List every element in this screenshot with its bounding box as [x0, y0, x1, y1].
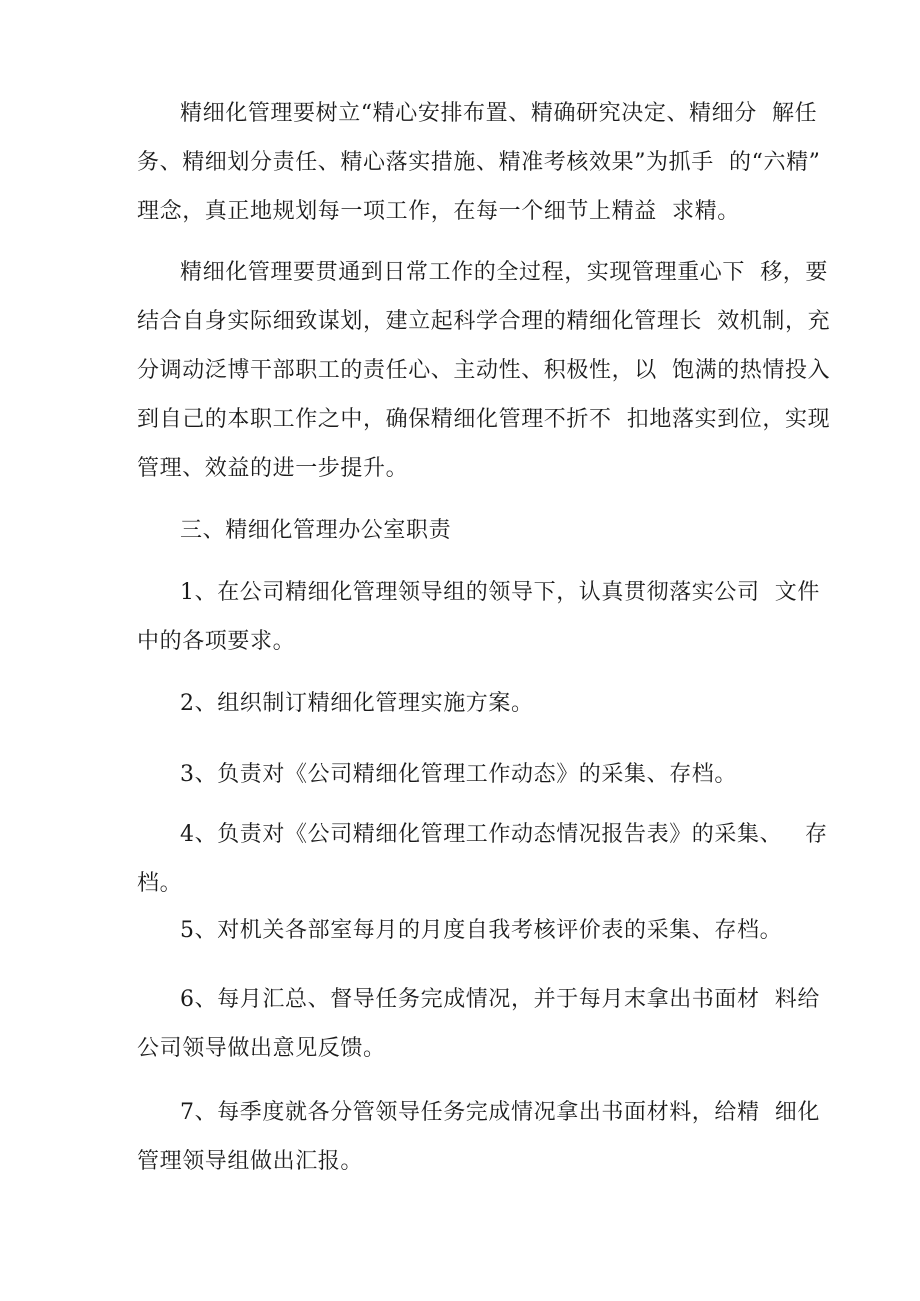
paragraph-1-line-3: 理念，真正地规划每一项工作，在每一个细节上精益 求精。 [137, 199, 740, 224]
item-6-line-1: 6、每月汇总、督导任务完成情况，并于每月末拿出书面材 料给 [180, 987, 820, 1012]
paragraph-2-line-4: 到自己的本职工作之中，确保精细化管理不折不 扣地落实到位，实现 [137, 407, 831, 432]
item-7-line-2: 管理领导组做出汇报。 [137, 1149, 364, 1174]
paragraph-2-line-1: 精细化管理要贯通到日常工作的全过程，实现管理重心下 移，要 [180, 260, 828, 285]
item-6-line-2: 公司领导做出意见反馈。 [137, 1036, 386, 1061]
item-1-line-1: 1、在公司精细化管理领导组的领导下，认真贯彻落实公司 文件 [180, 580, 820, 605]
item-3-line-1: 3、负责对《公司精细化管理工作动态》的采集、存档。 [180, 762, 737, 787]
item-5-line-1: 5、对机关各部室每月的月度自我考核评价表的采集、存档。 [180, 918, 783, 943]
item-2-line-1: 2、组织制订精细化管理实施方案。 [180, 691, 534, 716]
item-4-line-2: 档。 [137, 871, 183, 896]
paragraph-2-line-3: 分调动泛博干部职工的责任心、主动性、积极性，以 饱满的热情投入 [137, 358, 831, 383]
item-4-line-1: 4、负责对《公司精细化管理工作动态情况报告表》的采集、 存 [180, 822, 828, 847]
item-7-line-1: 7、每季度就各分管领导任务完成情况拿出书面材料，给精 细化 [180, 1100, 820, 1125]
paragraph-1-line-1: 精细化管理要树立“精心安排布置、精确研究决定、精细分 解任 [180, 101, 818, 126]
paragraph-2-line-2: 结合自身实际细致谋划，建立起科学合理的精细化管理长 效机制，充 [137, 309, 831, 334]
item-1-line-2: 中的各项要求。 [137, 629, 296, 654]
section-heading: 三、精细化管理办公室职责 [180, 518, 452, 543]
paragraph-2-line-5: 管理、效益的进一步提升。 [137, 456, 409, 481]
paragraph-1-line-2: 务、精细划分责任、精心落实措施、精准考核效果”为抓手 的“六精” [137, 150, 821, 175]
